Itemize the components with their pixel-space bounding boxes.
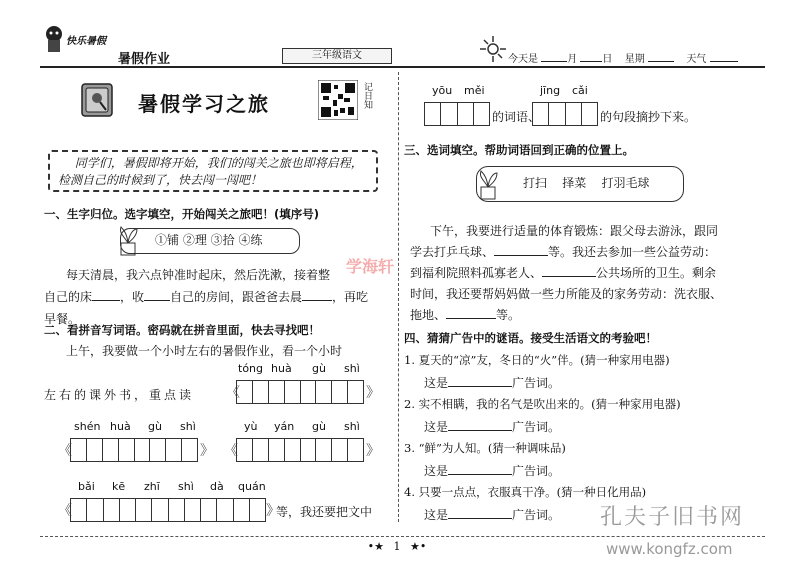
- watermark-mid: [346, 254, 394, 277]
- pinyin: jīng: [540, 84, 561, 97]
- answer-blank-1[interactable]: [448, 375, 512, 387]
- flower-icon: [478, 34, 508, 64]
- watermark-brand-text: 孔夫子旧书网: [600, 505, 745, 530]
- footer-rule: [40, 536, 765, 537]
- sec3-title: 三、选词填空。帮助词语回到正确的位置上。: [404, 143, 634, 157]
- intro-text: 同学们，暑假即将开始，我们的闯关之旅也即将启程，检测自己的时候到了，快去闯一闯吧！: [58, 156, 363, 187]
- footer-deco-left: •★: [367, 540, 384, 553]
- brand-logo: [40, 22, 116, 56]
- riddle-question: 3. “鲜”为人知。(猜一种调味品): [404, 441, 566, 455]
- sec3-p2-a: 学去打乒乓球、: [410, 245, 495, 259]
- answer-prefix: 这是: [424, 420, 449, 434]
- answer-prefix: 这是: [424, 508, 449, 522]
- weather-label: 天气: [686, 54, 707, 65]
- riddle-question: 4. 只要一点点，衣服真干净。(猜一种日化用品): [404, 485, 647, 499]
- month-field[interactable]: [541, 50, 567, 62]
- series-title: 暑假作业: [118, 52, 171, 67]
- center-divider: [398, 72, 399, 522]
- blank-1[interactable]: [92, 289, 120, 301]
- riddle-answer: [424, 462, 560, 479]
- pinyin: gù: [312, 420, 326, 433]
- month-label: 月: [567, 54, 578, 65]
- bracket-left: 《: [58, 443, 72, 459]
- sec3-p3-b: 公共场所的卫生。剩余: [596, 266, 717, 280]
- pinyin: měi: [464, 84, 485, 97]
- bracket-right: 》: [200, 443, 214, 459]
- pinyin: huà: [271, 362, 292, 375]
- pinyin: shì: [344, 362, 360, 375]
- sec2-line2: 左右的课外书，重点读: [44, 388, 195, 402]
- answer-suffix: 广告词。: [512, 508, 561, 522]
- sec3-p5-b: 等。: [496, 308, 521, 322]
- riddle-answer: [424, 506, 560, 523]
- pinyin: cǎi: [572, 84, 588, 97]
- blank-4[interactable]: [494, 244, 548, 256]
- pinyin: shì: [178, 480, 194, 493]
- day-label: 日: [602, 54, 613, 65]
- watermark-brand: [600, 500, 744, 531]
- pinyin: quán: [238, 480, 266, 493]
- answer-blank-2[interactable]: [448, 419, 512, 431]
- sec1-line2-a: 自己的床: [44, 290, 93, 304]
- writing-grid-6[interactable]: [532, 102, 598, 126]
- sec2-line1: 上午，我要做一个小时左右的暑假作业，看一个小时: [66, 344, 343, 358]
- banner-title: 暑假学习之旅: [138, 92, 270, 116]
- brand-name: 快乐暑假: [66, 36, 106, 47]
- blank-3[interactable]: [302, 289, 332, 301]
- sec2-line-end: 等，我还要把文中: [276, 505, 373, 519]
- answer-blank-3[interactable]: [448, 463, 512, 475]
- writing-grid-4[interactable]: [70, 498, 266, 522]
- pinyin: kē: [112, 480, 126, 493]
- intro-box: [48, 150, 378, 192]
- plant-icon: [115, 223, 143, 257]
- watermark-url: [606, 540, 733, 558]
- sec3-p1: 下午，我要进行适量的体育锻炼：跟父母去游泳，跟同: [430, 224, 719, 238]
- sec3-p2: [410, 243, 716, 260]
- writing-grid-1[interactable]: [236, 380, 364, 404]
- header: [0, 0, 790, 70]
- subject-tag-text: 三年级语文: [312, 50, 362, 61]
- sec1-line2: [44, 288, 368, 305]
- answer-suffix: 广告词。: [512, 376, 561, 390]
- blank-2[interactable]: [144, 289, 170, 301]
- qr-code-icon[interactable]: [318, 80, 358, 120]
- bracket-left: 《: [226, 385, 240, 401]
- bracket-right: 》: [266, 503, 280, 519]
- day-field[interactable]: [580, 50, 602, 62]
- sec3-p5-a: 拖地、: [410, 308, 447, 322]
- plant-icon: [475, 167, 503, 201]
- riddle-question: 1. 夏天的“凉”友，冬日的“火”伴。(猜一种家用电器): [404, 353, 670, 367]
- sec1-line1: 每天清晨，我六点钟准时起床，然后洗漱，接着整: [66, 268, 331, 282]
- book-icon: [78, 80, 120, 120]
- sec3-p3-a: 到福利院照料孤寡老人、: [410, 266, 543, 280]
- weekday-label: 星期: [624, 54, 645, 65]
- pinyin: shì: [344, 420, 360, 433]
- sec2-title: 二、看拼音写词语。密码就在拼音里面，快去寻找吧！: [44, 323, 320, 337]
- sec3-options-box: [476, 166, 684, 202]
- pinyin: zhī: [144, 480, 160, 493]
- writing-grid-5[interactable]: [424, 102, 490, 126]
- sec1-line2-c: 自己的房间，跟爸爸去晨: [170, 290, 303, 304]
- pinyin: shén: [74, 420, 101, 433]
- answer-suffix: 广告词。: [512, 420, 561, 434]
- sec1-options-box: [120, 228, 300, 254]
- date-line: [508, 50, 758, 65]
- writing-grid-2[interactable]: [70, 438, 198, 462]
- pinyin: gù: [148, 420, 162, 433]
- watermark-url-text: www.kongfz.com: [606, 540, 733, 558]
- page-number-box: [352, 540, 442, 553]
- blank-6[interactable]: [446, 307, 496, 319]
- sec1-line3: 早餐。: [44, 312, 81, 326]
- weekday-field[interactable]: [648, 50, 674, 62]
- sec1-line2-d: ，再吃: [332, 290, 369, 304]
- answer-blank-4[interactable]: [448, 507, 512, 519]
- bracket-left: 《: [58, 503, 72, 519]
- watermark-mid-text: 学海轩: [346, 257, 395, 276]
- writing-grid-3[interactable]: [236, 438, 364, 462]
- answer-prefix: 这是: [424, 376, 449, 390]
- footer-deco-right: ★•: [410, 540, 427, 553]
- sec1-line2-b: ，收: [120, 290, 145, 304]
- header-rule: [40, 66, 765, 68]
- blank-5[interactable]: [542, 265, 596, 277]
- answer-suffix: 广告词。: [512, 464, 561, 478]
- riddle-answer: [424, 418, 560, 435]
- pinyin: yán: [274, 420, 295, 433]
- pinyin: bǎi: [78, 480, 95, 493]
- bracket-right: 》: [366, 443, 380, 459]
- pinyin: dà: [210, 480, 224, 493]
- sec3-options: 打扫 择菜 打羽毛球: [523, 176, 650, 190]
- top-text-a: 的词语、: [492, 110, 541, 124]
- bracket-left: 《: [224, 443, 238, 459]
- sec3-p2-b: 等。我还去参加一些公益劳动：: [548, 245, 717, 259]
- pinyin: yōu: [432, 84, 453, 97]
- weather-field[interactable]: [710, 50, 738, 62]
- pinyin: huà: [110, 420, 131, 433]
- page-number: 1: [393, 540, 401, 553]
- answer-prefix: 这是: [424, 464, 449, 478]
- riddle-question: 2. 实不相瞒，我的名气是吹出来的。(猜一种家用电器): [404, 397, 681, 411]
- qr-side-text: 记日知: [362, 82, 372, 109]
- pinyin: gù: [312, 362, 326, 375]
- sec3-p5: [410, 306, 520, 323]
- sec3-p4: 时间，我还要帮妈妈做一些力所能及的家务劳动：洗衣服、: [410, 287, 723, 301]
- pinyin: yù: [244, 420, 258, 433]
- sec4-title: 四、猜猜广告中的谜语。接受生活语文的考验吧！: [404, 331, 657, 345]
- pinyin: shì: [180, 420, 196, 433]
- sec1-title: 一、生字归位。选字填空，开始闯关之旅吧！(填序号): [44, 207, 320, 221]
- riddle-answer: [424, 374, 560, 391]
- subject-tag: [282, 48, 392, 64]
- pinyin: tóng: [238, 362, 263, 375]
- sec3-p3: [410, 264, 716, 281]
- today-label: 今天是: [508, 54, 538, 65]
- top-text-b: 的句段摘抄下来。: [600, 110, 697, 124]
- sec1-options: ①铺 ②理 ③拾 ④练: [155, 233, 263, 247]
- bracket-right: 》: [366, 385, 380, 401]
